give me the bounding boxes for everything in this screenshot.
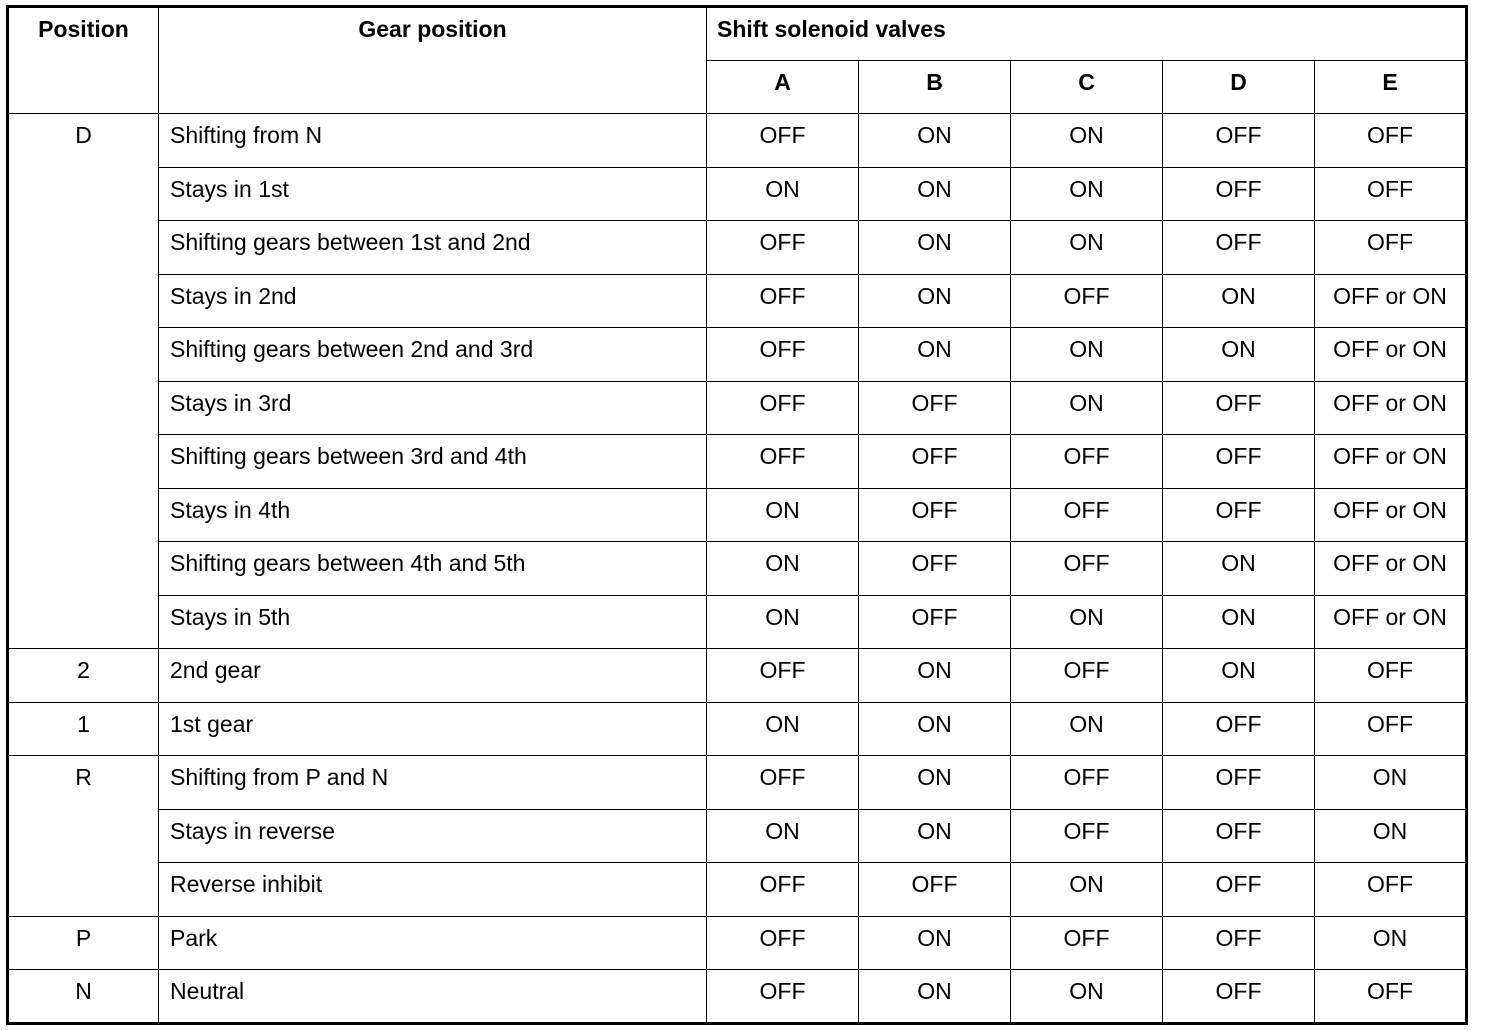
valve-e-state-cell: OFF or ON <box>1315 488 1467 542</box>
valve-d-state-cell: ON <box>1163 649 1315 703</box>
gear-position-cell: Shifting from N <box>159 114 707 168</box>
gear-position-cell: Stays in 4th <box>159 488 707 542</box>
valve-a-state-cell: ON <box>707 542 859 596</box>
position-cell: D <box>8 114 159 649</box>
table-row <box>8 863 1467 917</box>
valve-e-state-cell: OFF or ON <box>1315 435 1467 489</box>
position-cell: P <box>8 916 159 970</box>
gear-position-cell: Shifting gears between 2nd and 3rd <box>159 328 707 382</box>
valve-d-state-cell: OFF <box>1163 167 1315 221</box>
valve-a-state-cell: OFF <box>707 916 859 970</box>
table-row <box>8 274 1467 328</box>
gear-position-cell: Stays in 3rd <box>159 381 707 435</box>
valve-b-state-cell: OFF <box>859 595 1011 649</box>
gear-position-cell: Shifting gears between 1st and 2nd <box>159 221 707 275</box>
valve-e-state-cell: OFF <box>1315 970 1467 1024</box>
valve-c-state-cell: ON <box>1011 863 1163 917</box>
table-row <box>8 381 1467 435</box>
table-row <box>8 114 1467 168</box>
table-row <box>8 916 1467 970</box>
valve-a-state-cell: OFF <box>707 435 859 489</box>
gear-position-cell: 1st gear <box>159 702 707 756</box>
valve-c-state-cell: OFF <box>1011 435 1163 489</box>
gear-position-cell: Shifting gears between 3rd and 4th <box>159 435 707 489</box>
gear-position-cell: Stays in 5th <box>159 595 707 649</box>
valve-a-state-cell: OFF <box>707 381 859 435</box>
valve-e-state-cell: OFF or ON <box>1315 381 1467 435</box>
valve-d-state-cell: OFF <box>1163 916 1315 970</box>
gear-position-cell: Stays in reverse <box>159 809 707 863</box>
valve-d-state-cell: OFF <box>1163 863 1315 917</box>
valve-e-state-cell: OFF or ON <box>1315 595 1467 649</box>
valve-b-state-cell: OFF <box>859 381 1011 435</box>
position-header: Position <box>8 7 159 114</box>
valve-c-state-cell: OFF <box>1011 756 1163 810</box>
valve-d-state-cell: OFF <box>1163 809 1315 863</box>
position-cell: N <box>8 970 159 1024</box>
table-row <box>8 328 1467 382</box>
valve-b-state-cell: ON <box>859 702 1011 756</box>
valve-c-state-cell: ON <box>1011 167 1163 221</box>
table-row <box>8 970 1467 1024</box>
table-row <box>8 435 1467 489</box>
valve-b-state-cell: ON <box>859 970 1011 1024</box>
valve-b-state-cell: ON <box>859 916 1011 970</box>
valve-a-state-cell: ON <box>707 809 859 863</box>
valve-e-state-cell: OFF <box>1315 114 1467 168</box>
valve-d-state-cell: OFF <box>1163 381 1315 435</box>
valve-d-state-cell: OFF <box>1163 435 1315 489</box>
valve-a-state-cell: OFF <box>707 970 859 1024</box>
valve-b-state-cell: ON <box>859 809 1011 863</box>
valve-d-state-cell: ON <box>1163 595 1315 649</box>
valve-c-state-cell: OFF <box>1011 542 1163 596</box>
valve-d-state-cell: OFF <box>1163 970 1315 1024</box>
valve-a-state-cell: ON <box>707 595 859 649</box>
valve-c-state-cell: ON <box>1011 221 1163 275</box>
valve-a-state-cell: OFF <box>707 221 859 275</box>
gear-position-cell: Park <box>159 916 707 970</box>
valve-b-state-cell: OFF <box>859 863 1011 917</box>
valve-c-state-cell: OFF <box>1011 274 1163 328</box>
valve-e-state-cell: OFF or ON <box>1315 328 1467 382</box>
valve-d-state-cell: OFF <box>1163 221 1315 275</box>
valve-e-state-cell: OFF or ON <box>1315 274 1467 328</box>
valve-e-state-cell: OFF <box>1315 167 1467 221</box>
valve-c-state-cell: OFF <box>1011 809 1163 863</box>
table-row <box>8 488 1467 542</box>
valve-d-state-cell: ON <box>1163 328 1315 382</box>
gear-position-cell: Shifting gears between 4th and 5th <box>159 542 707 596</box>
valve-c-state-cell: ON <box>1011 381 1163 435</box>
valve-a-state-cell: OFF <box>707 114 859 168</box>
valve-a-state-cell: OFF <box>707 863 859 917</box>
valve-a-state-cell: OFF <box>707 756 859 810</box>
valve-a-header: A <box>707 60 859 114</box>
valve-d-state-cell: OFF <box>1163 114 1315 168</box>
valve-e-state-cell: OFF <box>1315 702 1467 756</box>
valve-c-state-cell: OFF <box>1011 488 1163 542</box>
valve-e-state-cell: OFF <box>1315 649 1467 703</box>
valve-d-state-cell: ON <box>1163 542 1315 596</box>
header-row-1 <box>8 7 1467 61</box>
table-row <box>8 221 1467 275</box>
valve-e-state-cell: ON <box>1315 809 1467 863</box>
gear-position-cell: Neutral <box>159 970 707 1024</box>
valve-b-header: B <box>859 60 1011 114</box>
valve-a-state-cell: ON <box>707 167 859 221</box>
table-row <box>8 649 1467 703</box>
valve-b-state-cell: OFF <box>859 542 1011 596</box>
valve-b-state-cell: OFF <box>859 435 1011 489</box>
gear-position-header: Gear position <box>159 7 707 114</box>
gear-position-cell: 2nd gear <box>159 649 707 703</box>
position-cell: 2 <box>8 649 159 703</box>
valve-b-state-cell: ON <box>859 221 1011 275</box>
valve-a-state-cell: ON <box>707 488 859 542</box>
valve-b-state-cell: ON <box>859 649 1011 703</box>
valve-c-state-cell: ON <box>1011 970 1163 1024</box>
valve-c-state-cell: OFF <box>1011 649 1163 703</box>
valve-c-state-cell: ON <box>1011 595 1163 649</box>
shift-solenoid-valves-header: Shift solenoid valves <box>707 7 1467 61</box>
gear-position-cell: Reverse inhibit <box>159 863 707 917</box>
valve-c-state-cell: ON <box>1011 702 1163 756</box>
valve-b-state-cell: ON <box>859 274 1011 328</box>
position-cell: R <box>8 756 159 917</box>
table-row <box>8 542 1467 596</box>
shift-solenoid-table <box>6 5 1468 1025</box>
valve-d-state-cell: ON <box>1163 274 1315 328</box>
table-header <box>8 7 1467 114</box>
table-row <box>8 595 1467 649</box>
valve-b-state-cell: ON <box>859 328 1011 382</box>
valve-a-state-cell: ON <box>707 702 859 756</box>
table-row <box>8 167 1467 221</box>
valve-b-state-cell: OFF <box>859 488 1011 542</box>
valve-d-header: D <box>1163 60 1315 114</box>
valve-b-state-cell: ON <box>859 756 1011 810</box>
gear-position-cell: Stays in 2nd <box>159 274 707 328</box>
table-row <box>8 809 1467 863</box>
gear-position-cell: Stays in 1st <box>159 167 707 221</box>
gear-position-cell: Shifting from P and N <box>159 756 707 810</box>
valve-c-state-cell: OFF <box>1011 916 1163 970</box>
valve-d-state-cell: OFF <box>1163 756 1315 810</box>
valve-e-state-cell: OFF or ON <box>1315 542 1467 596</box>
valve-d-state-cell: OFF <box>1163 488 1315 542</box>
valve-b-state-cell: ON <box>859 167 1011 221</box>
valve-c-state-cell: ON <box>1011 328 1163 382</box>
valve-e-header: E <box>1315 60 1467 114</box>
table-row <box>8 702 1467 756</box>
valve-e-state-cell: OFF <box>1315 863 1467 917</box>
valve-e-state-cell: ON <box>1315 916 1467 970</box>
position-cell: 1 <box>8 702 159 756</box>
valve-e-state-cell: ON <box>1315 756 1467 810</box>
valve-a-state-cell: OFF <box>707 328 859 382</box>
valve-a-state-cell: OFF <box>707 274 859 328</box>
valve-c-header: C <box>1011 60 1163 114</box>
table-body <box>8 114 1467 1024</box>
valve-b-state-cell: ON <box>859 114 1011 168</box>
valve-d-state-cell: OFF <box>1163 702 1315 756</box>
valve-e-state-cell: OFF <box>1315 221 1467 275</box>
valve-c-state-cell: ON <box>1011 114 1163 168</box>
valve-a-state-cell: OFF <box>707 649 859 703</box>
table-row <box>8 756 1467 810</box>
